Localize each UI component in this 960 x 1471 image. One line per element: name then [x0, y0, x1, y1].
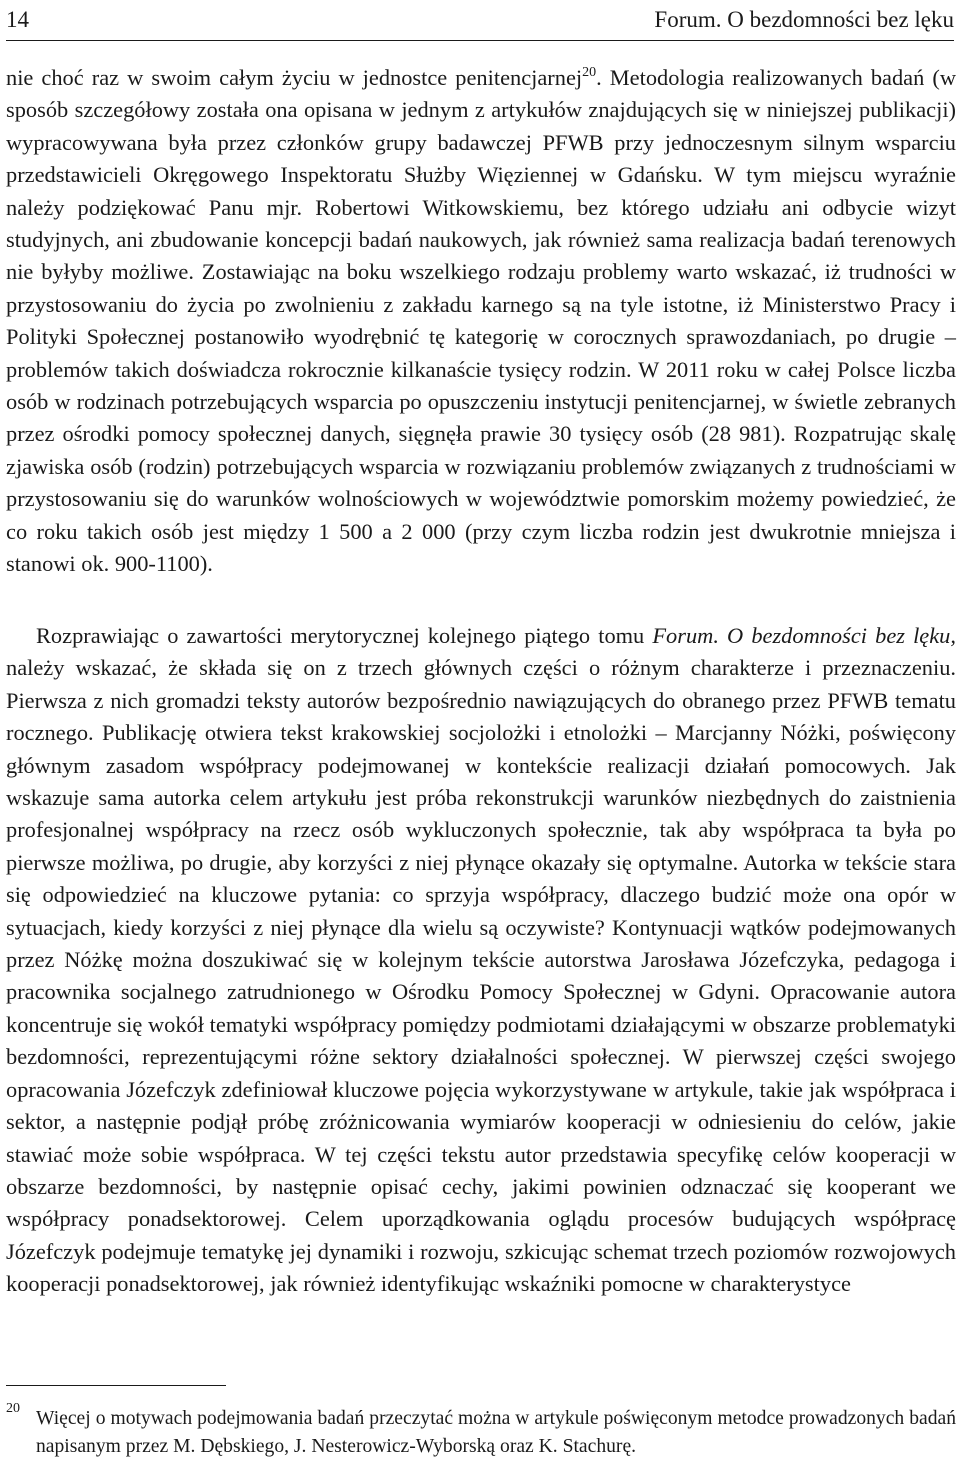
paragraph-1-text-rest: . Metodologia realizowanych badań (w sposób szczegółowy została ona opisana w jednym z artykułów znajdujących się w niniejszej publikacji) wypracowywana była przez członków grupy badawczej PFWB przy jednoczesnym silnym wsparciu przedstawicieli Okręgowego Inspektoratu Służby Więziennej w Gdańsku. W tym miejscu wyraźnie należy podziękować Panu mjr. Robertowi Witkowskiemu, bez którego udziału ani odbycie wizyt studyjnych, ani zbudowanie koncepcji badań naukowych, jak również sama realizacja badań terenowych nie byłyby możliwe. Zostawiając na boku wszelkiego rodzaju problemy warto wskazać, iż trudności w przystosowaniu do życia po zwolnieniu z zakładu karnego są na tyle istotne, iż Ministerstwo Pracy i Polityki Społecznej postanowiło wyodrębnić tę kategorię w corocznych sprawozdaniach, po drugie – problemów takich doświadcza rokrocznie kilkanaście tysięcy rodzin. W 2011 roku w całej Polsce liczba osób w rodzinach potrzebujących wsparcia po opuszczeniu instytucji penitencjarnej, w świetle zebranych przez ośrodki pomocy społecznej danych, sięgnęła prawie 30 tysięcy osób (28 981). Rozpatrując skalę zjawiska osób (rodzin) potrzebujących wsparcia w rozwiązaniu problemów związanych z trudnościami w przystosowaniu się do warunków wolnościowych w województwie pomorskim możemy powiedzieć, że co roku takich osób jest między 1 500 a 2 000 (przy czym liczba rodzin jest dwukrotnie mniejsza i stanowi ok. 900-1100).	[6, 65, 956, 577]
footnote	[6, 1401, 956, 1461]
footnote-reference[interactable]: 20	[582, 65, 597, 80]
body-paragraph-2	[6, 620, 956, 1301]
footnote-text: Więcej o motywach podejmowania badań przeczytać można w artykule poświęconym metodce prowadzonych badań napisanym przez M. Dębskiego, J. Nesterowicz-Wyborską oraz K. Stachurę.	[36, 1408, 956, 1457]
paragraph-2-text: należy wskazać, że składa się on z trzech głównych części o różnym charakterze i przeznaczeniu. Pierwsza z nich gromadzi teksty autorów bezpośrednio nawiązujących do obranego przez PFWB tematu rocznego. Publikację otwiera tekst krakowskiej socjolożki i etnolożki – Marcjanny Nóżki, poświęcony głównym zasadom współpracy podejmowanej w kontekście realizacji działań pomocowych. Jak wskazuje sama autorka celem artykułu jest próba rekonstrukcji warunków niezbędnych do zaistnienia profesjonalnej współpracy na rzecz osób wykluczonych społecznie, tak aby współpraca ta była po pierwsze możliwa, po drugie, aby korzyści z niej płynące okazały się optymalne. Autorka w tekście stara się odpowiedzieć na kluczowe pytania: co sprzyja współpracy, dlaczego budzić może ona opór w sytuacjach, kiedy korzyści z niej płynące dla wielu są oczywiste? Kontynuacji wątków podejmowanych przez Nóżkę można doszukiwać się w kolejnym tekście autorstwa Jarosława Józefczyka, pedagoga i pracownika socjalnego zatrudnionego w Ośrodku Pomocy Społecznej w Gdyni. Opracowanie autora koncentruje się wokół tematyki współpracy pomiędzy podmiotami działającymi w obszarze problematyki bezdomności, reprezentującymi różne sektory działalności społecznej. W pierwszej części swojego opracowania Józefczyk zdefiniował kluczowe pojęcia wykorzystywane w artykule, takie jak współpraca i sektor, a następnie podjął próbę zróżnicowania wymiarów kooperacji w odniesieniu do celów, jakie stawiać może sobie współpraca. W tej części tekstu autor przedstawia specyfikę celów kooperacji w obszarze bezdomności, by następnie opisać cechy, jakimi powinien odznaczać się kooperant we współpracy ponadsektorowej. Celem uporządkowania oglądu procesów budujących współpracę Józefczyk podejmuje tematykę jej dynamiki i rozwoju, szkicując schemat trzech poziomów rozwojowych kooperacji ponadsektorowej, jak również identyfikując wskaźniki pomocne w charakterystyce	[6, 655, 956, 1297]
footnote-marker: 20	[6, 1401, 20, 1416]
paragraph-2-lead: Rozprawiając o zawartości merytorycznej kolejnego piątego tomu	[36, 623, 653, 648]
running-title: Forum. O bezdomności bez lęku	[654, 7, 954, 32]
book-title: Forum. O bezdomności bez lęku,	[652, 623, 956, 648]
running-header	[6, 0, 954, 41]
page-number: 14	[6, 7, 29, 32]
paragraph-1-text-start: nie choć raz w swoim całym życiu w jednostce penitencjarnej	[6, 65, 583, 90]
footnote-divider	[6, 1385, 226, 1386]
body-paragraph-1	[6, 62, 956, 581]
